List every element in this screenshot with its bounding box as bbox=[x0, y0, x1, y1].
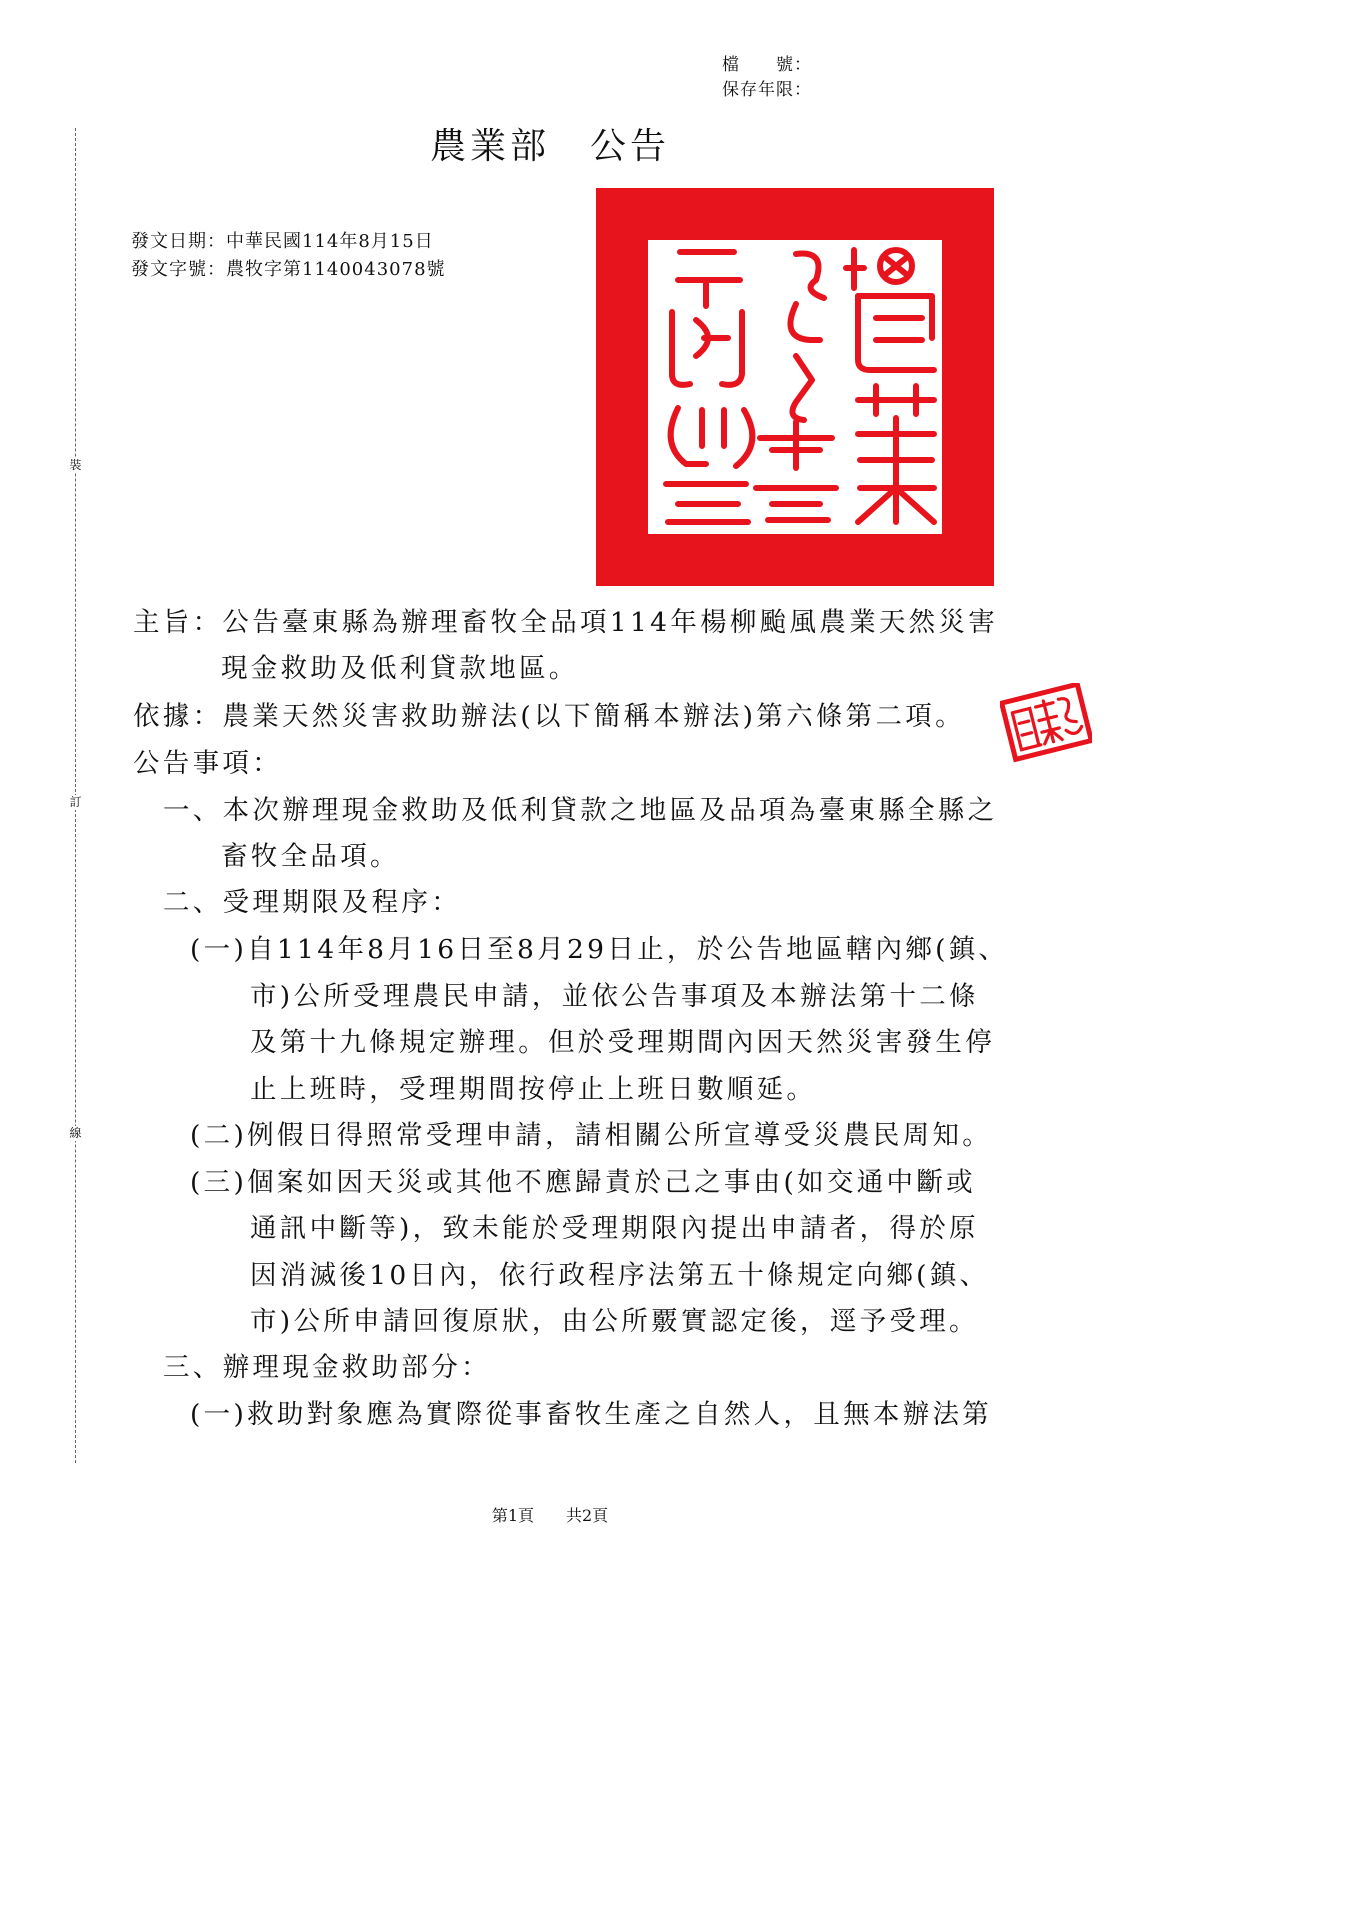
binding-char-zhuang: 裝 bbox=[69, 458, 82, 472]
retention-period-label: 保存年限： bbox=[722, 80, 812, 100]
notice-heading: 公告事項： bbox=[133, 748, 282, 779]
basis-line: 依據：農業天然災害救助辦法(以下簡稱本辦法)第六條第二項。 bbox=[133, 701, 965, 732]
item1-line-1: 一、本次辦理現金救助及低利貸款之地區及品項為臺東縣全縣之 bbox=[163, 795, 998, 826]
item3-heading: 三、辦理現金救助部分： bbox=[163, 1352, 491, 1383]
subject-line-2: 現金救助及低利貸款地區。 bbox=[221, 653, 579, 684]
issue-number: 發文字號：農牧字第1140043078號 bbox=[131, 259, 446, 280]
small-seal-graphic bbox=[1000, 683, 1092, 765]
item2-3-line-4: 市)公所申請回復原狀，由公所覈實認定後，逕予受理。 bbox=[250, 1306, 979, 1337]
page-title: 農業部 公告 bbox=[429, 126, 670, 167]
subject-line-1: 主旨：公告臺東縣為辦理畜牧全品項114年楊柳颱風農業天然災害 bbox=[133, 607, 999, 638]
item2-1-line-1: (一)自114年8月16日至8月29日止，於公告地區轄內鄉(鎮、 bbox=[190, 934, 1009, 965]
binding-char-xian: 線 bbox=[69, 1126, 82, 1140]
item3-1-line-1: (一)救助對象應為實際從事畜牧生產之自然人，且無本辦法第 bbox=[190, 1399, 993, 1430]
page-number: 第1頁 共2頁 bbox=[491, 1506, 609, 1525]
small-seal-lettering bbox=[1000, 683, 1003, 684]
item2-1-line-4: 止上班時，受理期間按停止上班日數順延。 bbox=[250, 1074, 817, 1105]
official-seal bbox=[596, 188, 994, 586]
official-seal-graphic bbox=[596, 188, 994, 586]
item1-line-2: 畜牧全品項。 bbox=[221, 841, 400, 872]
official-seal-lettering bbox=[596, 188, 600, 189]
item2-3-line-1: (三)個案如因天災或其他不應歸責於己之事由(如交通中斷或 bbox=[190, 1167, 976, 1198]
binding-char-ding: 訂 bbox=[69, 795, 82, 809]
issue-date: 發文日期：中華民國114年8月15日 bbox=[131, 231, 434, 252]
small-seal bbox=[1000, 683, 1092, 765]
file-number-label: 檔 號： bbox=[722, 55, 812, 75]
item2-3-line-2: 通訊中斷等)，致未能於受理期限內提出申請者，得於原 bbox=[250, 1213, 979, 1244]
item2-3-line-3: 因消滅後10日內，依行政程序法第五十條規定向鄉(鎮、 bbox=[250, 1260, 990, 1291]
item2-1-line-2: 市)公所受理農民申請，並依公告事項及本辦法第十二條 bbox=[250, 981, 979, 1012]
item2-heading: 二、受理期限及程序： bbox=[163, 887, 461, 918]
item2-2-line: (二)例假日得照常受理申請，請相關公所宣導受災農民周知。 bbox=[190, 1120, 993, 1151]
item2-1-line-3: 及第十九條規定辦理。但於受理期間內因天然災害發生停 bbox=[250, 1027, 995, 1058]
